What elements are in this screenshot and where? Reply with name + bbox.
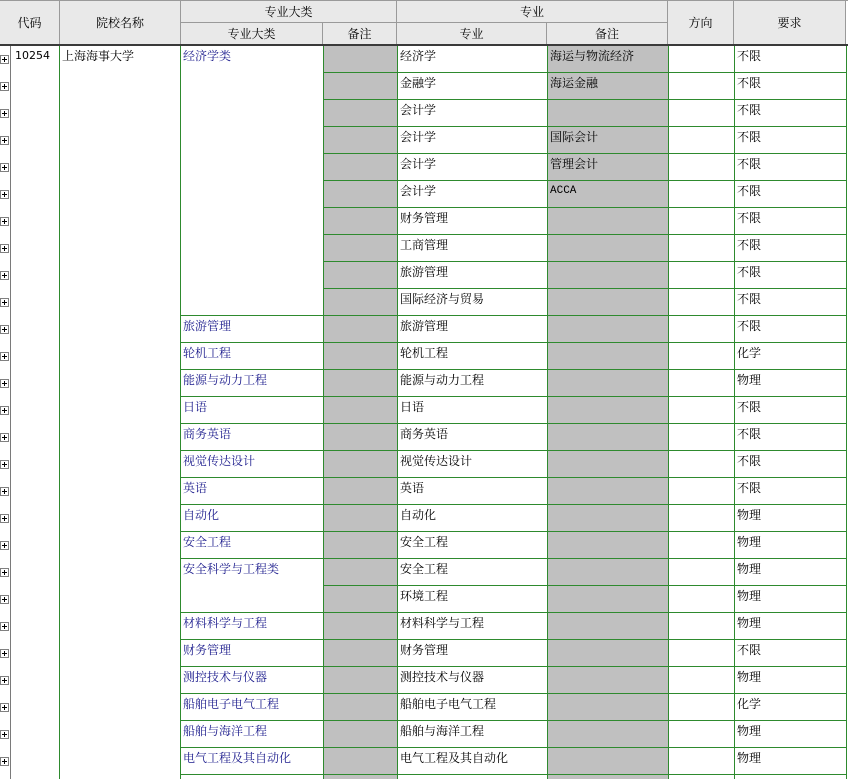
requirement-cell[interactable]: 物理	[737, 724, 762, 738]
column-divider	[734, 46, 735, 779]
column-divider	[180, 46, 181, 779]
major-cell[interactable]: 会计学	[400, 130, 437, 144]
school-name[interactable]: 上海海事大学	[62, 49, 135, 63]
category-divider	[180, 558, 323, 559]
major-cell[interactable]: 财务管理	[400, 211, 449, 225]
header-requirement-label: 要求	[777, 16, 802, 30]
category-divider	[180, 666, 323, 667]
category-divider	[180, 477, 323, 478]
major-cell[interactable]: 旅游管理	[400, 319, 449, 333]
major-cell[interactable]: 自动化	[400, 508, 437, 522]
plus-box-icon[interactable]	[0, 271, 9, 280]
major-category-cell[interactable]: 安全工程	[183, 535, 232, 549]
header-major-category[interactable]	[181, 23, 323, 45]
requirement-cell[interactable]: 物理	[737, 373, 762, 387]
plus-box-icon[interactable]	[0, 352, 9, 361]
row-divider	[323, 180, 847, 181]
major-cell[interactable]: 旅游管理	[400, 265, 449, 279]
row-divider	[323, 234, 847, 235]
requirement-cell[interactable]: 不限	[737, 184, 762, 198]
plus-box-icon[interactable]	[0, 433, 9, 442]
requirement-cell[interactable]: 物理	[737, 562, 762, 576]
major-cell[interactable]: 安全工程	[400, 562, 449, 576]
category-divider	[180, 720, 323, 721]
row-divider	[323, 666, 847, 667]
category-divider	[180, 774, 323, 775]
requirement-cell[interactable]: 化学	[737, 346, 762, 360]
header-major-note-label: 备注	[594, 27, 619, 41]
major-category-cell[interactable]: 自动化	[183, 508, 220, 522]
major-cell[interactable]: 会计学	[400, 157, 437, 171]
row-divider	[323, 720, 847, 721]
row-divider	[323, 153, 847, 154]
row-divider	[323, 207, 847, 208]
major-note-cell[interactable]: 管理会计	[550, 157, 599, 171]
header-school-name[interactable]	[60, 1, 181, 45]
major-category-cell[interactable]: 视觉传达设计	[183, 454, 256, 468]
requirement-cell[interactable]: 不限	[737, 643, 762, 657]
major-category-cell[interactable]: 能源与动力工程	[183, 373, 268, 387]
plus-box-icon[interactable]	[0, 217, 9, 226]
major-cell[interactable]: 日语	[400, 400, 425, 414]
row-divider	[323, 477, 847, 478]
requirement-cell[interactable]: 不限	[737, 454, 762, 468]
header-major-category-note-label: 备注	[347, 27, 372, 41]
row-divider	[323, 288, 847, 289]
header-school-name-label: 院校名称	[95, 16, 144, 30]
row-divider	[323, 423, 847, 424]
header-code-label: 代码	[17, 16, 42, 30]
major-category-cell[interactable]: 轮机工程	[183, 346, 232, 360]
requirement-cell[interactable]: 不限	[737, 319, 762, 333]
major-note-cell[interactable]: 海运与物流经济	[550, 49, 635, 63]
plus-box-icon[interactable]	[0, 82, 9, 91]
header-major-note[interactable]	[547, 23, 668, 45]
plus-box-icon[interactable]	[0, 730, 9, 739]
category-divider	[180, 423, 323, 424]
plus-box-icon[interactable]	[0, 190, 9, 199]
header-major-category-note[interactable]	[323, 23, 397, 45]
major-note-cell[interactable]: 国际会计	[550, 130, 599, 144]
plus-box-icon[interactable]	[0, 595, 9, 604]
category-divider	[180, 369, 323, 370]
category-divider	[180, 504, 323, 505]
row-divider	[323, 261, 847, 262]
plus-box-icon[interactable]	[0, 136, 9, 145]
major-cell[interactable]: 商务英语	[400, 427, 449, 441]
plus-box-icon[interactable]	[0, 487, 9, 496]
row-divider	[323, 342, 847, 343]
plus-box-icon[interactable]	[0, 109, 9, 118]
major-cell[interactable]: 能源与动力工程	[400, 373, 485, 387]
row-divider	[323, 504, 847, 505]
major-category-cell[interactable]: 经济学类	[183, 49, 232, 63]
requirement-cell[interactable]: 不限	[737, 400, 762, 414]
major-cell[interactable]: 安全工程	[400, 535, 449, 549]
header-major-category-group[interactable]	[181, 1, 397, 23]
column-divider	[59, 46, 60, 779]
category-divider	[180, 639, 323, 640]
header-major-group-label: 专业	[519, 5, 544, 19]
column-divider	[323, 46, 324, 779]
requirement-cell[interactable]: 不限	[737, 292, 762, 306]
requirement-cell[interactable]: 物理	[737, 535, 762, 549]
major-cell[interactable]: 会计学	[400, 103, 437, 117]
major-cell[interactable]: 工商管理	[400, 238, 449, 252]
plus-box-icon[interactable]	[0, 622, 9, 631]
major-note-cell[interactable]: ACCA	[550, 185, 577, 197]
major-category-cell[interactable]: 测控技术与仪器	[183, 670, 268, 684]
major-cell[interactable]: 英语	[400, 481, 425, 495]
header-major[interactable]	[397, 23, 547, 45]
requirement-cell[interactable]: 不限	[737, 49, 762, 63]
category-divider	[180, 747, 323, 748]
requirement-cell[interactable]: 化学	[737, 697, 762, 711]
header-code[interactable]	[0, 1, 60, 45]
major-category-cell[interactable]: 英语	[183, 481, 208, 495]
major-category-cell[interactable]: 船舶与海洋工程	[183, 724, 268, 738]
major-cell[interactable]: 视觉传达设计	[400, 454, 473, 468]
header-direction[interactable]	[668, 1, 734, 45]
category-divider	[180, 450, 323, 451]
header-major-category-group-label: 专业大类	[264, 5, 313, 19]
major-cell[interactable]: 会计学	[400, 184, 437, 198]
category-divider	[180, 342, 323, 343]
row-divider	[323, 747, 847, 748]
requirement-cell[interactable]: 物理	[737, 670, 762, 684]
row-divider	[323, 369, 847, 370]
plus-box-icon[interactable]	[0, 163, 9, 172]
plus-box-icon[interactable]	[0, 298, 9, 307]
row-divider	[323, 315, 847, 316]
major-category-cell[interactable]: 旅游管理	[183, 319, 232, 333]
major-category-cell[interactable]: 日语	[183, 400, 208, 414]
requirement-cell[interactable]: 物理	[737, 751, 762, 765]
major-category-cell[interactable]: 安全科学与工程类	[183, 562, 280, 576]
row-divider	[323, 693, 847, 694]
category-divider	[180, 315, 323, 316]
category-divider	[180, 396, 323, 397]
requirement-cell[interactable]: 物理	[737, 508, 762, 522]
row-divider	[323, 612, 847, 613]
header-direction-label: 方向	[688, 16, 713, 30]
major-cell[interactable]: 船舶电子电气工程	[400, 697, 497, 711]
row-divider	[323, 126, 847, 127]
major-cell[interactable]: 轮机工程	[400, 346, 449, 360]
row-divider	[323, 396, 847, 397]
major-note-cell[interactable]: 海运金融	[550, 76, 599, 90]
row-divider	[323, 99, 847, 100]
requirement-cell[interactable]: 物理	[737, 616, 762, 630]
plus-box-icon[interactable]	[0, 703, 9, 712]
plus-box-icon[interactable]	[0, 325, 9, 334]
major-cell[interactable]: 环境工程	[400, 589, 449, 603]
plus-box-icon[interactable]	[0, 55, 9, 64]
requirement-cell[interactable]: 不限	[737, 157, 762, 171]
category-note-column	[324, 46, 397, 779]
plus-box-icon[interactable]	[0, 649, 9, 658]
major-category-cell[interactable]: 船舶电子电气工程	[183, 697, 280, 711]
plus-box-icon[interactable]	[0, 460, 9, 469]
column-divider	[668, 46, 669, 779]
plus-box-icon[interactable]	[0, 244, 9, 253]
row-divider	[323, 558, 847, 559]
major-cell[interactable]: 财务管理	[400, 643, 449, 657]
header-major-label: 专业	[459, 27, 484, 41]
requirement-cell[interactable]: 不限	[737, 103, 762, 117]
row-divider	[323, 531, 847, 532]
row-divider	[323, 450, 847, 451]
column-divider	[547, 46, 548, 779]
requirement-cell[interactable]: 不限	[737, 211, 762, 225]
header-bottom-border	[0, 44, 848, 46]
major-category-cell[interactable]: 商务英语	[183, 427, 232, 441]
major-cell[interactable]: 国际经济与贸易	[400, 292, 485, 306]
major-cell[interactable]: 测控技术与仪器	[400, 670, 485, 684]
major-cell[interactable]: 材料科学与工程	[400, 616, 485, 630]
requirement-cell[interactable]: 不限	[737, 427, 762, 441]
major-category-cell[interactable]: 财务管理	[183, 643, 232, 657]
requirement-cell[interactable]: 不限	[737, 76, 762, 90]
major-cell[interactable]: 金融学	[400, 76, 437, 90]
column-divider	[846, 46, 847, 779]
plus-box-icon[interactable]	[0, 379, 9, 388]
plus-box-icon[interactable]	[0, 757, 9, 766]
category-divider	[180, 531, 323, 532]
header-major-group[interactable]	[397, 1, 668, 23]
requirement-cell[interactable]: 不限	[737, 238, 762, 252]
plus-box-icon[interactable]	[0, 514, 9, 523]
requirement-cell[interactable]: 不限	[737, 481, 762, 495]
plus-box-icon[interactable]	[0, 676, 9, 685]
major-cell[interactable]: 经济学	[400, 49, 437, 63]
major-note-column	[548, 46, 668, 779]
row-divider	[323, 639, 847, 640]
requirement-cell[interactable]: 物理	[737, 589, 762, 603]
major-category-cell[interactable]: 电气工程及其自动化	[183, 751, 292, 765]
major-category-cell[interactable]: 材料科学与工程	[183, 616, 268, 630]
row-divider	[323, 774, 847, 775]
requirement-cell[interactable]: 不限	[737, 130, 762, 144]
category-divider	[180, 612, 323, 613]
plus-box-icon[interactable]	[0, 406, 9, 415]
category-divider	[180, 693, 323, 694]
major-cell[interactable]: 电气工程及其自动化	[400, 751, 509, 765]
school-code[interactable]: 10254	[15, 49, 50, 62]
column-divider	[397, 46, 398, 779]
major-cell[interactable]: 船舶与海洋工程	[400, 724, 485, 738]
header-requirement[interactable]	[734, 1, 846, 45]
plus-box-icon[interactable]	[0, 568, 9, 577]
plus-box-icon[interactable]	[0, 541, 9, 550]
row-divider	[323, 72, 847, 73]
requirement-cell[interactable]: 不限	[737, 265, 762, 279]
header-major-category-label: 专业大类	[227, 27, 276, 41]
row-divider	[323, 585, 847, 586]
